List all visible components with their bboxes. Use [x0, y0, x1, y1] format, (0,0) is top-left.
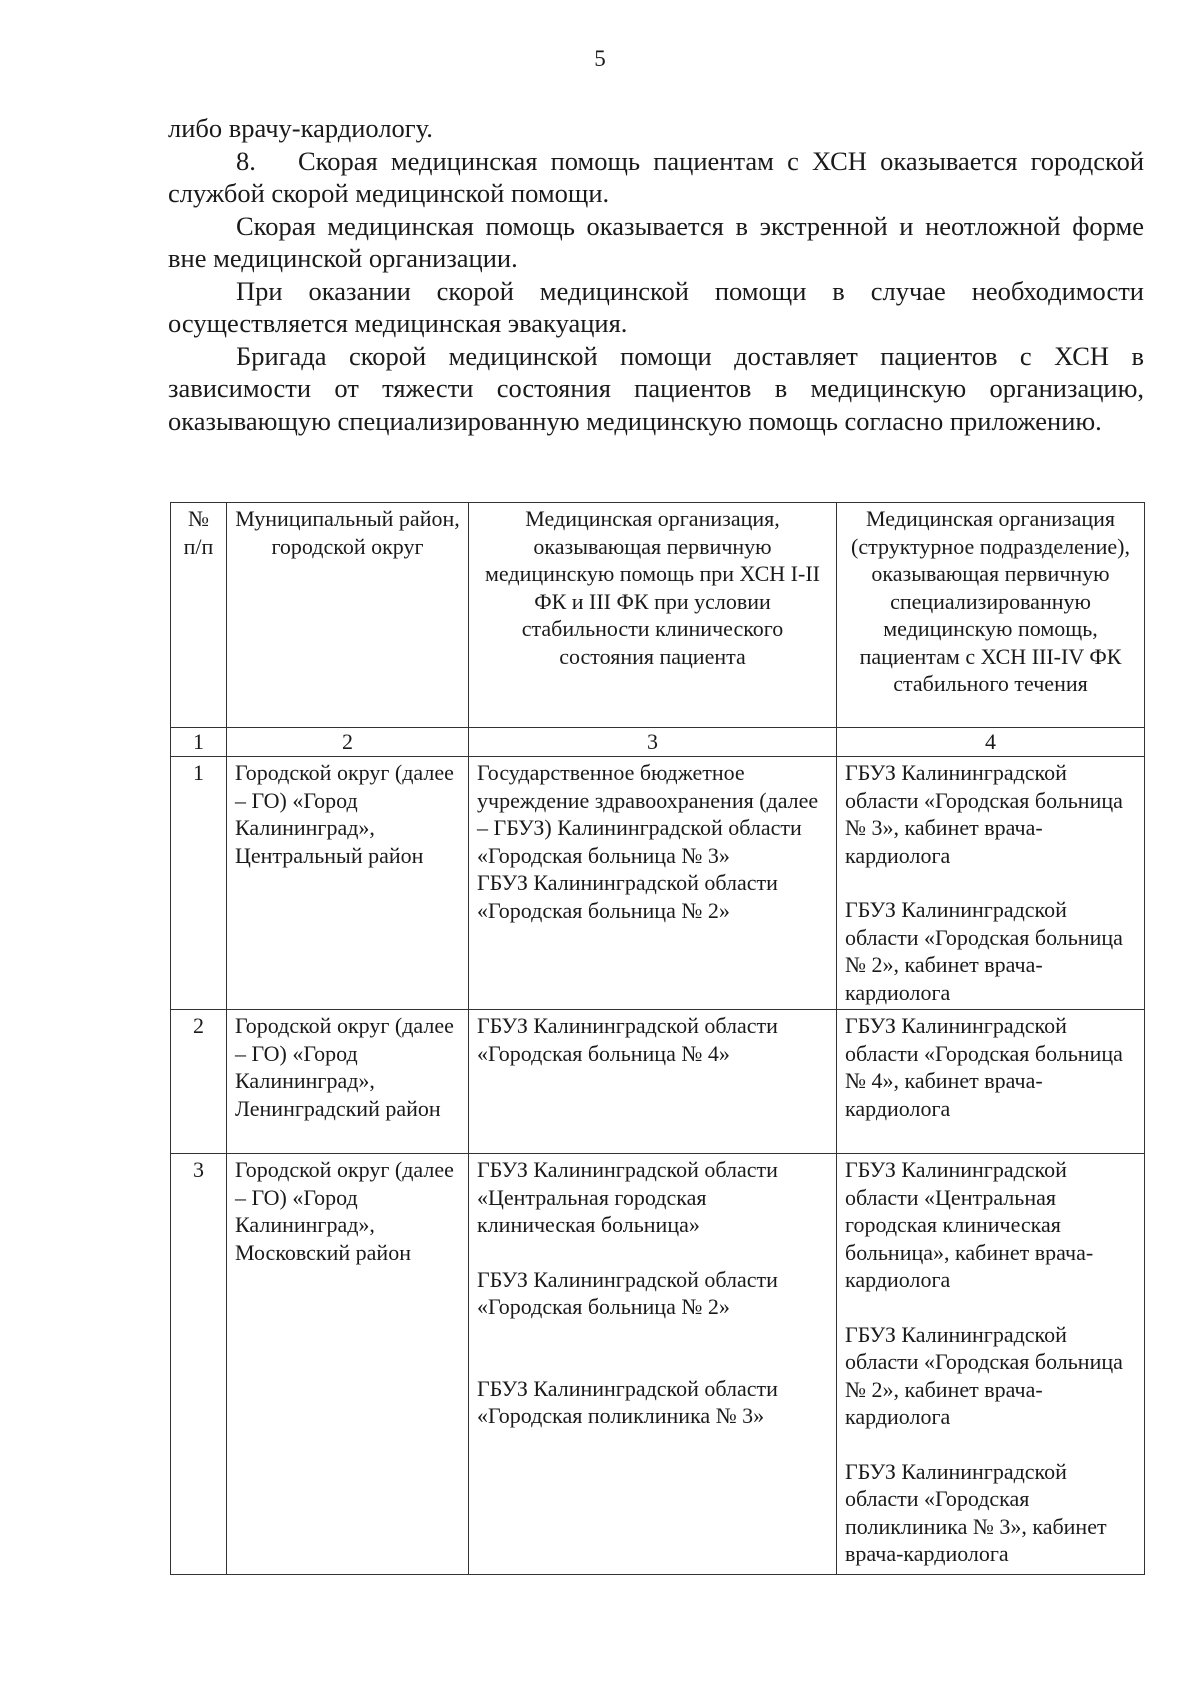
- index-cell: 4: [837, 728, 1145, 757]
- primary-care-cell: ГБУЗ Калининградской области «Городская больница № 4»: [469, 1010, 837, 1154]
- table-header-row: [171, 503, 1145, 728]
- header-district: Муниципальный район, городской округ: [227, 503, 469, 728]
- index-cell: 1: [171, 728, 227, 757]
- body-text: [168, 112, 1144, 437]
- paragraph: Бригада скорой медицинской помощи доставляет пациентов с ХСН в зависимости от тяжести состояния пациентов в медицинскую организацию, оказывающую специализированную медицинскую помощь согласно приложению.: [168, 340, 1144, 436]
- district-cell: Городской округ (далее – ГО) «Город Калининград», Московский район: [227, 1154, 469, 1575]
- specialized-care-cell: ГБУЗ Калининградской области «Городская больница № 4», кабинет врача-кардиолога: [837, 1010, 1145, 1154]
- district-cell: Городской округ (далее – ГО) «Город Калининград», Центральный район: [227, 757, 469, 1010]
- row-number: 3: [171, 1154, 227, 1575]
- paragraph-item-8: 8. Скорая медицинская помощь пациентам с ХСН оказывается городской службой скорой медицинской помощи.: [168, 145, 1144, 208]
- medical-organizations-table: [170, 502, 1145, 1575]
- row-number: 2: [171, 1010, 227, 1154]
- paragraph-number: 8.: [236, 145, 256, 176]
- specialized-care-cell: ГБУЗ Калининградской области «Центральная городская клиническая больница», кабинет врача-кардиолога ГБУЗ Калининградской области «Городская больница № 2», кабинет врача-кардиолога ГБУЗ Калининградской области «Городская поликлиника № 3», кабинет врача-кардиолога: [837, 1154, 1145, 1575]
- index-cell: 2: [227, 728, 469, 757]
- paragraph: Скорая медицинская помощь оказывается в экстренной и неотложной форме вне медицинской организации.: [168, 210, 1144, 273]
- header-specialized-care: Медицинская организация (структурное подразделение), оказывающая первичную специализированную медицинскую помощь, пациентам с ХСН III-IV ФК стабильного течения: [837, 503, 1145, 728]
- specialized-care-cell: ГБУЗ Калининградской области «Городская больница № 3», кабинет врача-кардиолога ГБУЗ Калининградской области «Городская больница № 2», кабинет врача-кардиолога: [837, 757, 1145, 1010]
- district-cell: Городской округ (далее – ГО) «Город Калининград», Ленинградский район: [227, 1010, 469, 1154]
- row-number: 1: [171, 757, 227, 1010]
- header-number: № п/п: [171, 503, 227, 728]
- primary-care-cell: ГБУЗ Калининградской области «Центральная городская клиническая больница» ГБУЗ Калининградской области «Городская больница № 2» ГБУЗ Калининградской области «Городская поликлиника № 3»: [469, 1154, 837, 1575]
- paragraph: либо врачу-кардиологу.: [168, 113, 433, 143]
- index-cell: 3: [469, 728, 837, 757]
- primary-care-cell: Государственное бюджетное учреждение здравоохранения (далее – ГБУЗ) Калининградской области «Городская больница № 3» ГБУЗ Калининградской области «Городская больница № 2»: [469, 757, 837, 1010]
- table-row: [171, 1010, 1145, 1154]
- table-row: [171, 757, 1145, 1010]
- table-index-row: [171, 728, 1145, 757]
- paragraph: При оказании скорой медицинской помощи в случае необходимости осуществляется медицинская эвакуация.: [168, 275, 1144, 338]
- page-number: 5: [594, 46, 606, 71]
- table-row: [171, 1154, 1145, 1575]
- header-primary-care: Медицинская организация, оказывающая первичную медицинскую помощь при ХСН I-II ФК и III ФК при условии стабильности клинического состояния пациента: [469, 503, 837, 728]
